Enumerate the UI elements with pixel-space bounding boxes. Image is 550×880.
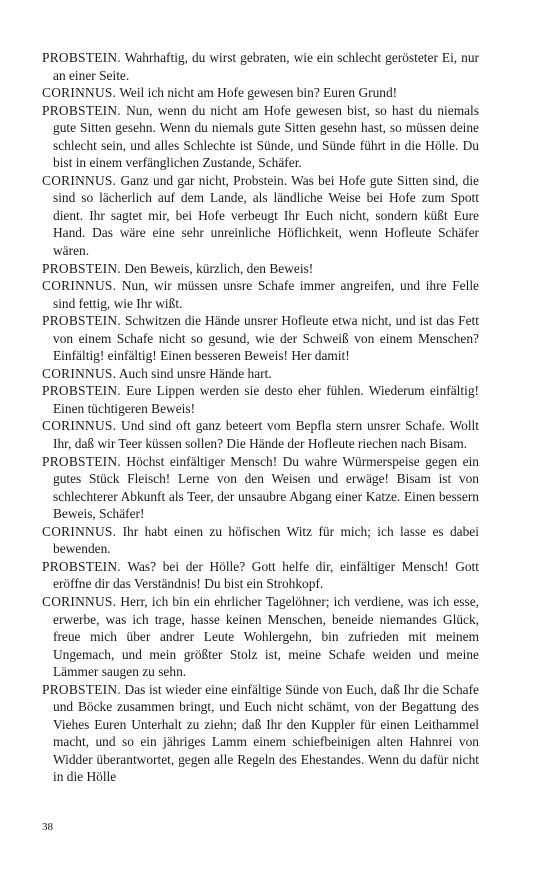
speaker-name: PROBSTEIN.	[42, 102, 121, 118]
speech-paragraph	[42, 102, 479, 172]
speech-paragraph	[42, 593, 479, 681]
speech-text: Nun, wir müssen unsre Schafe immer angreifen, und ihre Felle sind fettig, wie Ihr wißt.	[53, 278, 479, 311]
speech-paragraph	[42, 382, 479, 417]
page-number: 38	[42, 821, 53, 833]
speech-text: Nun, wenn du nicht am Hofe gewesen bist, so hast du niemals gute Sitten gesehn. Wenn du niemals gute Sitten gesehn hast, so müssen deine schlecht sein, und alles Schlechte ist Sünde, und Sünde führt in die Hölle. Du bist in einem verfänglichen Zustande, Schäfer.	[53, 102, 479, 171]
speech-text: Höchst einfältiger Mensch! Du wahre Würmerspeise gegen ein gutes Stück Fleisch! Lerne von den Weisen und erwäge! Bisam ist von schlechterer Abkunft als Teer, der unsaubre Abgang einer Katze. Einen bessern Beweis, Schäfer!	[53, 453, 479, 522]
speech-paragraph	[42, 523, 479, 558]
speaker-name: PROBSTEIN.	[42, 50, 121, 65]
speech-paragraph	[42, 84, 479, 102]
speech-paragraph	[42, 681, 479, 786]
speaker-name: PROBSTEIN.	[42, 260, 121, 276]
speaker-name: PROBSTEIN.	[42, 558, 121, 574]
speech-text: Und sind oft ganz beteert vom Bepfla stern unsrer Schafe. Wollt Ihr, daß wir Teer küssen sollen? Die Hände der Hofleute riechen nach Bisam.	[53, 418, 479, 452]
speech-text: Eure Lippen werden sie desto eher fühlen. Wiederum einfältig! Einen tüchtigeren Beweis!	[53, 383, 479, 416]
speech-paragraph	[42, 312, 479, 365]
speech-paragraph	[42, 49, 479, 84]
speaker-name: CORINNUS.	[42, 593, 117, 609]
speech-text: Weil ich nicht am Hofe gewesen bin? Euren Grund!	[119, 85, 398, 101]
speaker-name: CORINNUS.	[42, 523, 117, 539]
speaker-name: CORINNUS.	[42, 172, 117, 188]
speaker-name: CORINNUS.	[42, 365, 117, 381]
speaker-name: PROBSTEIN.	[42, 453, 121, 469]
speaker-name: PROBSTEIN.	[42, 313, 121, 329]
page-body	[42, 49, 479, 786]
speech-paragraph	[42, 277, 479, 312]
speaker-name: CORINNUS.	[42, 85, 117, 101]
speech-text: Schwitzen die Hände unsrer Hofleute etwa nicht, und ist das Fett von einem Schafe nicht so gesund, wie der Schweiß von einem Menschen? Einfältig! einfältig! Einen besseren Beweis! Her damit!	[53, 313, 479, 364]
speech-text: Herr, ich bin ein ehrlicher Tagelöhner; ich verdiene, was ich esse, erwerbe, was ich trage, hasse keinen Menschen, beneide niemandes Glück, freue mich über andrer Leute Wohlergehn, bin zufrieden mit meinem Ungemach, und mein größter Stolz ist, meine Schafe weiden und meine Lämmer saugen zu sehn.	[53, 593, 479, 680]
speech-text: Ganz und gar nicht, Probstein. Was bei Hofe gute Sitten sind, die sind so lächerlich auf dem Lande, als ländliche Weise bei Hofe zum Spott dient. Ihr sagtet mir, bei Hofe verbeugt Ihr Euch nicht, sondern küßt Eure Hand. Das wäre eine sehr unreinliche Höflichkeit, wenn Hofleute Schäfer wären.	[53, 172, 479, 259]
speech-text: Das ist wieder eine einfältige Sünde von Euch, daß Ihr die Schafe und Böcke zusammen bringt, und Euch nicht schämt, von der Begattung des Viehes Euren Unterhalt zu ziehn; daß Ihr den Kuppler für einen Leithammel macht, und so ein jähriges Lamm einem schiefbeinigen alten Hahnrei von Widder überantwortet, gegen alle Regeln des Ehestandes. Wenn du dafür nicht in die Hölle	[53, 681, 479, 785]
speech-paragraph	[42, 365, 479, 383]
speech-paragraph	[42, 172, 479, 260]
speech-text: Was? bei der Hölle? Gott helfe dir, einfältiger Mensch! Gott eröffne dir das Verständnis! Du bist ein Strohkopf.	[53, 558, 479, 592]
speaker-name: PROBSTEIN.	[42, 681, 121, 697]
speech-text: Wahrhaftig, du wirst gebraten, wie ein schlecht gerösteter Ei, nur an einer Seite.	[53, 50, 479, 83]
speaker-name: PROBSTEIN.	[42, 383, 121, 399]
speech-text: Ihr habt einen zu höfischen Witz für mich; ich lasse es dabei bewenden.	[53, 523, 479, 557]
speech-paragraph	[42, 558, 479, 593]
speech-text: Den Beweis, kürzlich, den Beweis!	[124, 260, 314, 276]
speech-paragraph	[42, 417, 479, 452]
speech-paragraph	[42, 260, 479, 278]
speaker-name: CORINNUS.	[42, 418, 117, 434]
speech-text: Auch sind unsre Hände hart.	[118, 365, 272, 381]
speech-paragraph	[42, 453, 479, 523]
speaker-name: CORINNUS.	[42, 278, 117, 294]
